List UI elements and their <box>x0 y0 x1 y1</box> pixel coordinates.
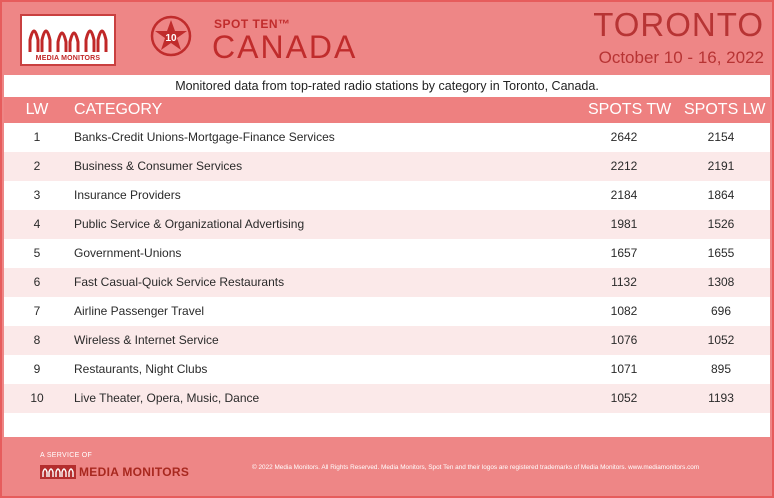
date-range: October 10 - 16, 2022 <box>598 48 764 67</box>
table-row <box>4 355 770 384</box>
cell-category: Banks-Credit Unions-Mortgage-Finance Services <box>74 130 335 144</box>
cell-category: Airline Passenger Travel <box>74 304 205 318</box>
footer-logo <box>40 465 189 479</box>
subtitle: Monitored data from top-rated radio stations by category in Toronto, Canada. <box>4 75 770 97</box>
footer-logo-text: MEDIA MONITORS <box>79 465 190 479</box>
cell-spots-lw: 1193 <box>708 391 734 405</box>
brand-title: CANADA <box>212 29 358 65</box>
cell-rank: 10 <box>30 391 44 405</box>
cell-category: Business & Consumer Services <box>74 159 243 173</box>
cell-spots-lw: 1864 <box>707 188 735 202</box>
column-header-rank: LW <box>25 101 49 118</box>
copyright-notice: © 2022 Media Monitors. All Rights Reserved. Media Monitors, Spot Ten and their logos are registered trademarks of Media Monitors. www.mediamonitors.com <box>252 464 700 471</box>
cell-spots-lw: 1655 <box>707 246 735 260</box>
cell-category: Government-Unions <box>74 246 182 260</box>
cell-rank: 5 <box>33 246 41 260</box>
cell-spots-tw: 1071 <box>610 362 638 376</box>
cell-spots-tw: 2212 <box>610 159 638 173</box>
cell-category: Public Service & Organizational Advertising <box>74 217 305 231</box>
cell-category: Restaurants, Night Clubs <box>74 362 208 376</box>
spot-ten-badge-icon <box>150 15 192 57</box>
cell-spots-tw: 1082 <box>610 304 638 318</box>
table-row <box>4 210 770 239</box>
media-monitors-logo <box>20 14 116 66</box>
cell-spots-lw: 2154 <box>707 130 735 144</box>
cell-rank: 1 <box>33 130 41 144</box>
table-row <box>4 152 770 181</box>
table-row <box>4 181 770 210</box>
cell-spots-tw: 2184 <box>610 188 638 202</box>
cell-spots-lw: 2191 <box>707 159 735 173</box>
waveform-icon <box>40 465 76 479</box>
cell-spots-tw: 1657 <box>610 246 638 260</box>
table-row <box>4 123 770 152</box>
cell-spots-lw: 895 <box>710 362 732 376</box>
cell-category: Fast Casual-Quick Service Restaurants <box>74 275 285 289</box>
cell-category: Insurance Providers <box>74 188 181 202</box>
cell-rank: 3 <box>33 188 41 202</box>
logo-text: MEDIA MONITORS <box>35 55 101 62</box>
cell-rank: 8 <box>33 333 41 347</box>
table-row <box>4 268 770 297</box>
cell-category: Live Theater, Opera, Music, Dance <box>74 391 260 405</box>
cell-rank: 4 <box>33 217 41 231</box>
cell-spots-lw: 1308 <box>707 275 735 289</box>
table-row <box>4 297 770 326</box>
cell-spots-tw: 1981 <box>610 217 638 231</box>
cell-category: Wireless & Internet Service <box>74 333 219 347</box>
cell-spots-tw: 1132 <box>611 275 637 289</box>
footer-service-logo <box>40 452 189 479</box>
cell-rank: 6 <box>33 275 41 289</box>
column-header-spots-lw: SPOTS LW <box>684 101 766 118</box>
table-row <box>4 384 770 413</box>
city-title: TORONTO <box>593 6 764 43</box>
cell-spots-lw: 1526 <box>707 217 735 231</box>
table-header <box>4 97 770 123</box>
rankings-table <box>4 97 770 437</box>
cell-rank: 9 <box>33 362 41 376</box>
column-header-spots-tw: SPOTS TW <box>588 101 672 118</box>
waveform-icon <box>28 20 110 54</box>
column-header-category: CATEGORY <box>74 101 163 118</box>
table-row <box>4 239 770 268</box>
table-row <box>4 326 770 355</box>
cell-spots-tw: 1052 <box>610 391 638 405</box>
spot-ten-label: SPOT TEN™ <box>214 17 291 31</box>
badge-number: 10 <box>165 33 177 44</box>
service-of-label: A SERVICE OF <box>40 452 93 459</box>
cell-rank: 2 <box>33 159 41 173</box>
cell-spots-tw: 2642 <box>610 130 638 144</box>
cell-spots-lw: 1052 <box>707 333 735 347</box>
cell-spots-tw: 1076 <box>610 333 638 347</box>
cell-spots-lw: 696 <box>710 304 732 318</box>
cell-rank: 7 <box>33 304 41 318</box>
